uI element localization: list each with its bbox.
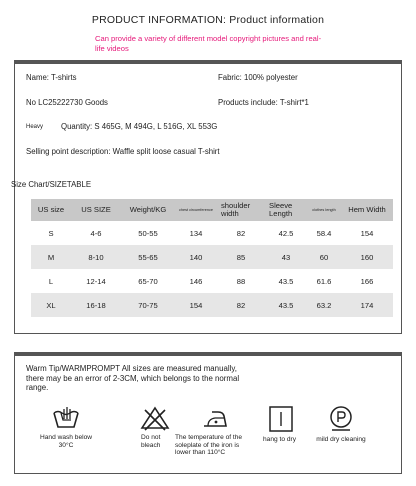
size-chart-title: Size Chart/SIZETABLE (11, 180, 92, 189)
table-cell: 42.5 (278, 228, 294, 238)
table-row (31, 269, 393, 293)
table-cell: 4-6 (90, 228, 102, 238)
product-info-card (11, 60, 402, 334)
warm-tip-card (14, 352, 402, 474)
page-header: PRODUCT INFORMATION: Product information (91, 14, 325, 26)
warm-tip-text: Warm Tip/WARMPROMPT All sizes are measured manually, there may be an error of 2-3CM, which belongs to the normal range. (26, 364, 240, 393)
header-weight: Weight/KG (121, 199, 175, 221)
size-table-header (31, 199, 393, 221)
table-cell: 146 (189, 276, 203, 286)
table-cell: M (31, 245, 71, 269)
table-cell: L (48, 276, 54, 286)
hang-to-dry-icon (266, 405, 296, 433)
care-dry-cleaning (315, 405, 367, 444)
mild-dry-cleaning-icon (326, 405, 356, 433)
product-number: No LC25222730 Goods (26, 98, 108, 107)
product-fabric: Fabric: 100% polyester (218, 73, 298, 82)
table-cell: 58.4 (316, 228, 332, 238)
heavy-label: Heavy (26, 124, 44, 130)
tip-top-bar (15, 353, 401, 356)
care-iron (175, 405, 255, 457)
header-shoulder: shoulder width (217, 199, 265, 221)
table-cell: XL (31, 293, 71, 317)
care-label: Hand wash below 30°C (39, 434, 93, 449)
care-label: mild dry cleaning (316, 436, 366, 443)
table-row (31, 221, 393, 245)
care-label: hang to dry (263, 436, 296, 443)
table-cell: 61.6 (316, 276, 332, 286)
card-top-bar (15, 61, 401, 64)
table-cell: 70-75 (121, 293, 175, 317)
table-cell: 154 (360, 228, 374, 238)
table-cell: 65-70 (138, 276, 158, 286)
table-cell: 12-14 (86, 276, 106, 286)
care-label: The temperature of the soleplate of the iron is lower than 110°C (175, 434, 243, 457)
table-cell: 174 (341, 293, 393, 317)
table-cell: 43.5 (278, 276, 294, 286)
table-cell: 43 (265, 245, 307, 269)
table-cell: 82 (236, 228, 246, 238)
table-cell: 43.5 (265, 293, 307, 317)
table-cell: 85 (217, 245, 265, 269)
iron-low-icon (200, 405, 230, 431)
table-cell: 55-65 (121, 245, 175, 269)
table-row (31, 293, 393, 317)
table-cell: 160 (341, 245, 393, 269)
product-includes: Products include: T-shirt*1 (218, 98, 309, 107)
table-cell: S (48, 228, 54, 238)
table-cell: 63.2 (307, 293, 341, 317)
selling-point: Selling point description: Waffle split loose casual T-shirt (26, 147, 220, 156)
table-cell: 134 (189, 228, 203, 238)
do-not-bleach-icon (140, 405, 170, 431)
table-cell: 154 (175, 293, 217, 317)
promo-text: Can provide a variety of different model copyright pictures and real-life videos (95, 34, 322, 53)
header-sleeve: Sleeve Length (265, 199, 307, 221)
care-no-bleach (133, 405, 177, 449)
header-clothes-length: clothes length (307, 199, 341, 221)
table-row (31, 245, 393, 269)
table-cell: 16-18 (71, 293, 121, 317)
table-cell: 50-55 (138, 228, 158, 238)
table-cell: 8-10 (71, 245, 121, 269)
care-hand-wash (35, 405, 97, 449)
care-hang-dry (259, 405, 303, 444)
size-table (31, 199, 393, 317)
header-us-size: US size (31, 199, 71, 221)
header-us-size-range: US SIZE (71, 199, 121, 221)
table-cell: 166 (360, 276, 374, 286)
table-cell: 82 (217, 293, 265, 317)
table-cell: 88 (236, 276, 246, 286)
product-name: Name: T-shirts (26, 73, 77, 82)
header-hem-width: Hem Width (341, 199, 393, 221)
hand-wash-icon (51, 405, 81, 431)
table-cell: 140 (175, 245, 217, 269)
header-chest: chest circumference (175, 199, 217, 221)
care-label: Do not bleach (141, 434, 161, 449)
table-cell: 60 (307, 245, 341, 269)
product-quantity: Quantity: S 465G, M 494G, L 516G, XL 553G (61, 122, 218, 131)
